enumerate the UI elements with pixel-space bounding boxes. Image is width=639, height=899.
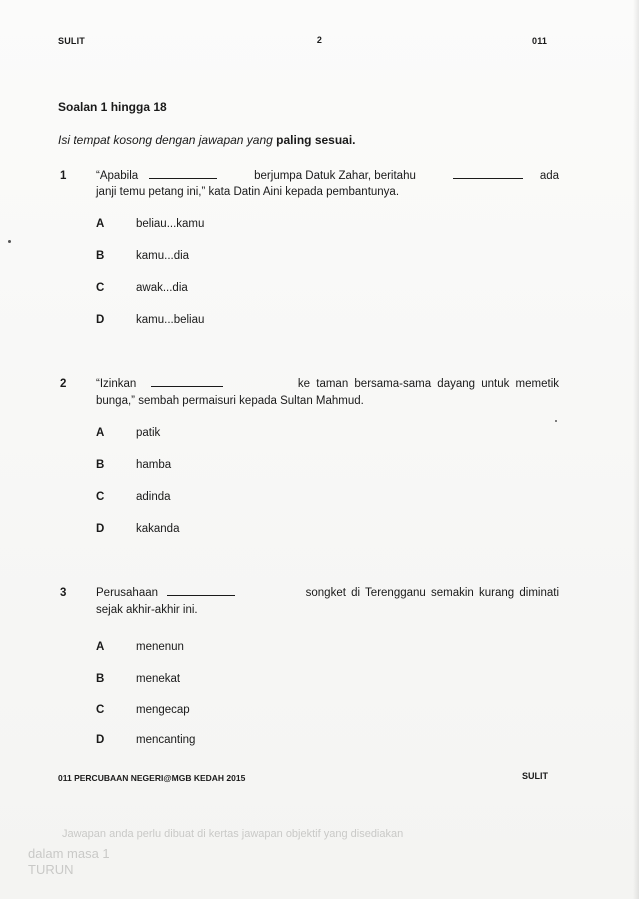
- question-2-option-b-text[interactable]: hamba: [136, 459, 172, 471]
- question-1-option-c-letter[interactable]: C: [96, 282, 105, 294]
- page-edge-shadow: [633, 0, 639, 899]
- scan-speck: [8, 240, 11, 243]
- question-1-option-c-text[interactable]: awak...dia: [136, 282, 188, 294]
- question-2-option-a-text[interactable]: patik: [136, 427, 161, 439]
- question-2-text-a: “Izinkan: [96, 378, 137, 390]
- question-1-number: 1: [60, 170, 67, 182]
- question-2-option-d-text[interactable]: kakanda: [136, 523, 180, 535]
- question-2-blank: [151, 385, 223, 387]
- question-2-option-b-letter[interactable]: B: [96, 459, 105, 471]
- question-1-text-b: berjumpa Datuk Zahar, beritahu: [254, 170, 416, 182]
- scan-speck: [555, 420, 557, 422]
- question-1-text-a: “Apabila: [96, 170, 139, 182]
- question-1-blank-1: [149, 177, 217, 179]
- question-1-blank-2: [453, 177, 523, 179]
- question-3-option-a-letter[interactable]: A: [96, 641, 105, 653]
- bleed-through-line-1: Jawapan anda perlu dibuat di kertas jawapan objektif yang disediakan: [62, 828, 404, 840]
- question-3-option-b-letter[interactable]: B: [96, 673, 105, 685]
- question-1-option-b-text[interactable]: kamu...dia: [136, 250, 190, 262]
- question-3-option-d-text[interactable]: mencanting: [136, 734, 196, 746]
- question-1-option-b-letter[interactable]: B: [96, 250, 105, 262]
- section-title: Soalan 1 hingga 18: [58, 100, 167, 114]
- instruction: [58, 133, 356, 147]
- footer-classification: SULIT: [522, 771, 548, 781]
- question-2-option-c-text[interactable]: adinda: [136, 491, 171, 503]
- question-3-blank: [167, 594, 235, 596]
- header-classification: SULIT: [58, 36, 85, 46]
- bleed-through-line-3: TURUN: [28, 862, 74, 877]
- question-1-line-1: [96, 170, 559, 182]
- question-3-number: 3: [60, 587, 67, 599]
- question-3-option-c-letter[interactable]: C: [96, 704, 105, 716]
- question-2-line-1: [96, 378, 559, 390]
- question-2-option-a-letter[interactable]: A: [96, 427, 105, 439]
- paper-code: 011: [532, 36, 548, 46]
- question-3-text-b: songket di Terengganu semakin kurang diminati: [305, 587, 559, 599]
- question-3-option-d-letter[interactable]: D: [96, 734, 105, 746]
- instruction-emphasis: paling sesuai.: [276, 133, 356, 147]
- question-1-text-c: ada: [539, 170, 559, 182]
- bleed-through-line-2: dalam masa 1: [28, 846, 110, 861]
- question-2-option-d-letter[interactable]: D: [96, 523, 105, 535]
- question-3-text-a: Perusahaan: [96, 587, 159, 599]
- question-3-option-c-text[interactable]: mengecap: [136, 704, 190, 716]
- page-number: 2: [316, 35, 323, 45]
- question-1-line-2: janji temu petang ini,” kata Datin Aini kepada pembantunya.: [96, 186, 400, 198]
- question-2-number: 2: [60, 378, 67, 390]
- question-3-option-a-text[interactable]: menenun: [136, 641, 184, 653]
- question-3-line-1: [96, 587, 559, 599]
- footer-exam-title: 011 PERCUBAAN NEGERI@MGB KEDAH 2015: [58, 773, 246, 783]
- question-3-line-2: sejak akhir-akhir ini.: [96, 604, 198, 616]
- question-1-option-d-letter[interactable]: D: [96, 314, 105, 326]
- instruction-text: Isi tempat kosong dengan jawapan yang: [58, 133, 277, 147]
- question-1-option-a-text[interactable]: beliau...kamu: [136, 218, 205, 230]
- question-2-option-c-letter[interactable]: C: [96, 491, 105, 503]
- question-2-line-2: bunga,” sembah permaisuri kepada Sultan Mahmud.: [96, 395, 364, 407]
- question-1-option-a-letter[interactable]: A: [96, 218, 105, 230]
- question-3-option-b-text[interactable]: menekat: [136, 673, 181, 685]
- question-2-text-b: ke taman bersama-sama dayang untuk memetik: [297, 378, 559, 390]
- question-1-option-d-text[interactable]: kamu...beliau: [136, 314, 205, 326]
